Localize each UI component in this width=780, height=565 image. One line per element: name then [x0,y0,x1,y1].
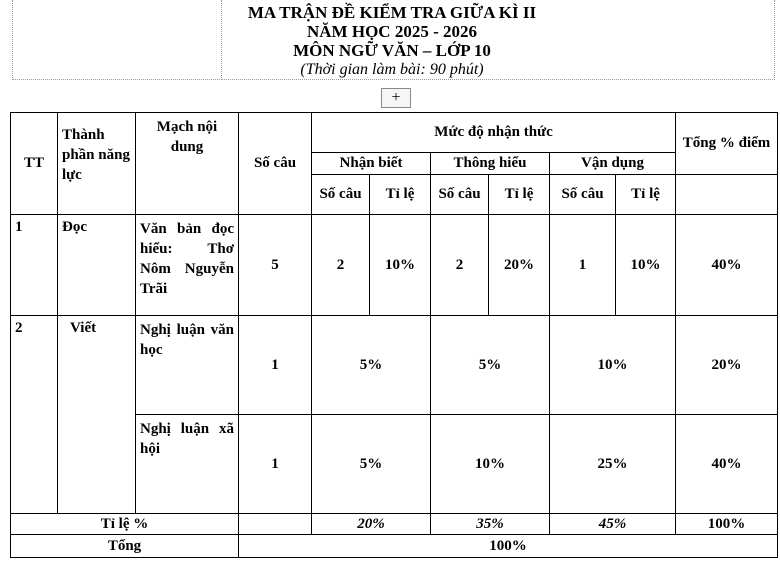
header-nb-ti-le: Tỉ lệ [370,175,431,215]
row2-nhan-biet: 5% [312,316,431,415]
tile-row-tong: 100% [676,514,778,535]
header-thong-hieu: Thông hiểu [431,153,550,175]
row1-th-ti-le: 20% [489,215,550,316]
header-tong-diem: Tổng % điểm [676,113,778,175]
row1-tt: 1 [11,215,58,316]
header-th-so-cau: Số câu [431,175,489,215]
row3-mach: Nghị luận xã hội [136,415,239,514]
row1-vd-ti-le: 10% [616,215,676,316]
tile-row-thong-hieu: 35% [431,514,550,535]
row2-van-dung: 10% [550,316,676,415]
header-van-dung: Vận dụng [550,153,676,175]
row3-nhan-biet: 5% [312,415,431,514]
tong-row-value: 100% [239,535,778,558]
row2-tt: 2 [11,316,58,514]
header-thanh-phan: Thành phần năng lực [58,113,136,215]
matrix-table [10,112,778,558]
row1-th-so-cau: 2 [431,215,489,316]
row2-mach: Nghị luận văn học [136,316,239,415]
tong-row-label: Tổng [11,535,239,558]
row3-thong-hieu: 10% [431,415,550,514]
row3-so-cau: 1 [239,415,312,514]
header-nb-so-cau: Số câu [312,175,370,215]
tile-row-nhan-biet: 20% [312,514,431,535]
header-th-ti-le: Tỉ lệ [489,175,550,215]
title-line-4: (Thời gian làm bài: 90 phút) [300,61,484,78]
header-nhan-biet: Nhận biết [312,153,431,175]
add-row-button[interactable]: + [381,88,411,108]
row2-so-cau: 1 [239,316,312,415]
row1-nb-ti-le: 10% [370,215,431,316]
tile-row-label: Tỉ lệ % [11,514,239,535]
row3-tong: 40% [676,415,778,514]
header-vd-so-cau: Số câu [550,175,616,215]
title-line-3: MÔN NGỮ VĂN – LỚP 10 [293,41,491,60]
document-header [12,0,775,80]
row3-van-dung: 25% [550,415,676,514]
title-line-1: MA TRẬN ĐỀ KIỂM TRA GIỮA KÌ II [247,3,537,22]
row1-tong: 40% [676,215,778,316]
title-line-2: NĂM HỌC 2025 - 2026 [307,22,477,41]
row2-tong: 20% [676,316,778,415]
row1-nb-so-cau: 2 [312,215,370,316]
row2-thanh-phan: Viết [58,316,136,514]
row2-thong-hieu: 5% [431,316,550,415]
header-tong-blank [676,175,778,215]
header-muc-do: Mức độ nhận thức [312,113,676,153]
header-so-cau: Số câu [239,113,312,215]
row1-vd-so-cau: 1 [550,215,616,316]
header-mach-noi-dung: Mạch nội dung [136,113,239,215]
header-tt: TT [11,113,58,215]
tile-row-blank [239,514,312,535]
row1-mach: Văn bản đọc hiểu: Thơ Nôm Nguyễn Trãi [136,215,239,316]
header-vd-ti-le: Tỉ lệ [616,175,676,215]
row1-thanh-phan: Đọc [58,215,136,316]
row1-so-cau: 5 [239,215,312,316]
tile-row-van-dung: 45% [550,514,676,535]
